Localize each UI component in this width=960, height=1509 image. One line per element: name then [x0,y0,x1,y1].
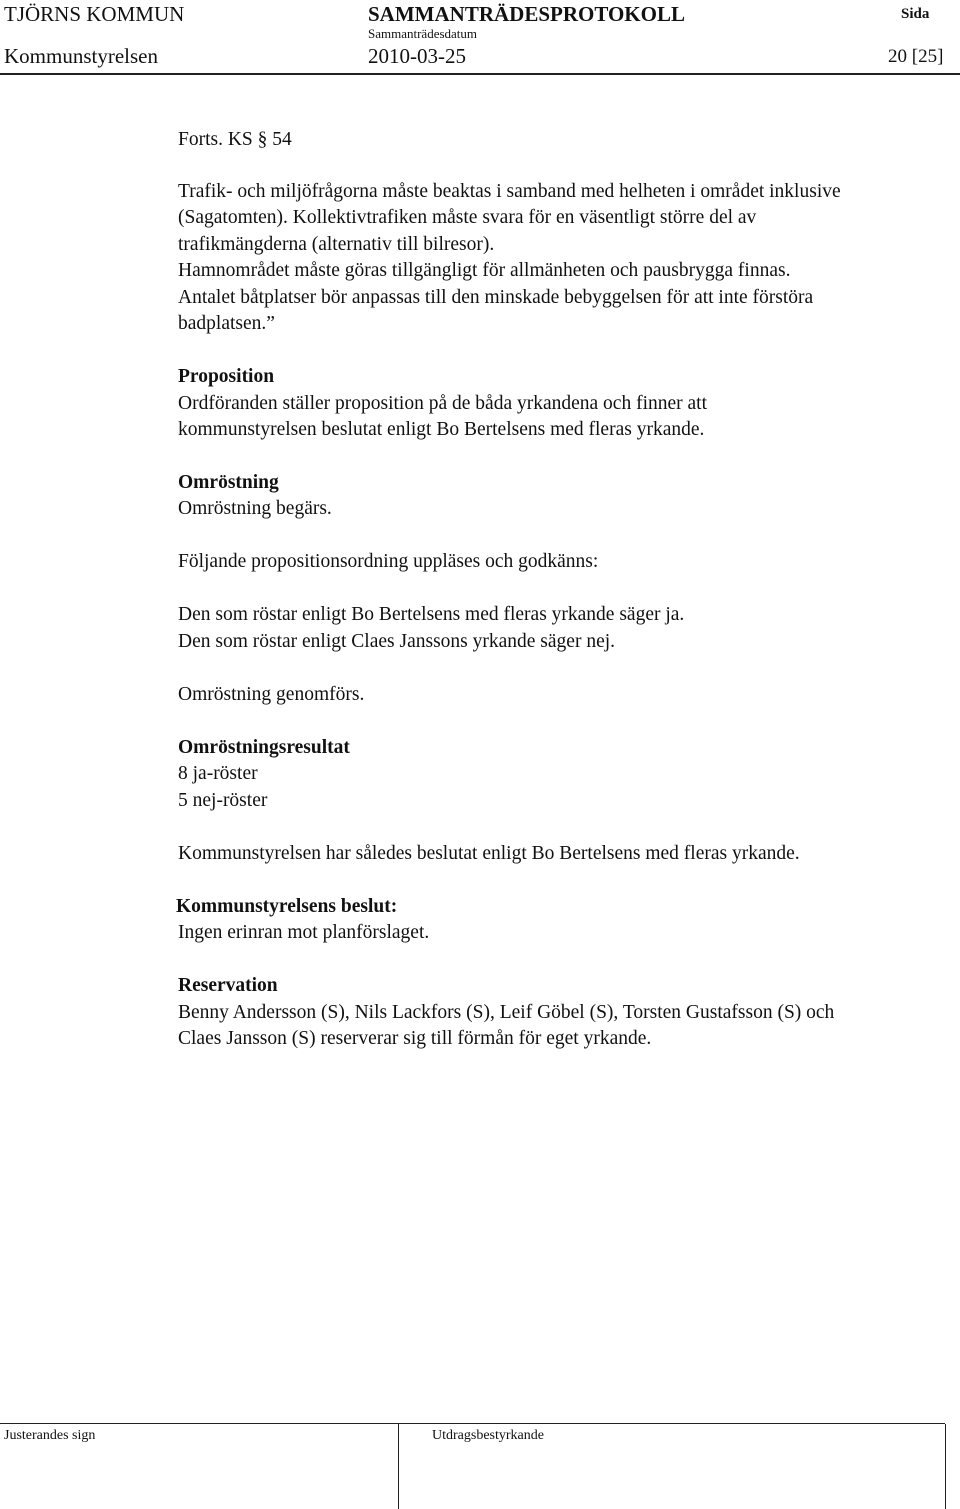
footer-separator [398,1424,399,1509]
decision-text: Ingen erinran mot planförslaget. [178,922,430,943]
intro-line: Trafik- och miljöfrågorna måste beaktas i samband med helheten i området inklusive [178,181,841,202]
proposition-heading: Proposition [178,366,275,387]
no-votes: 5 nej-röster [178,790,268,811]
result-conclusion: Kommunstyrelsen har således beslutat enligt Bo Bertelsens med fleras yrkande. [178,843,800,864]
omrostning-conducted: Omröstning genomförs. [178,684,365,705]
committee-name: Kommunstyrelsen [4,44,158,68]
omrostning-heading: Omröstning [178,472,279,493]
result-heading: Omröstningsresultat [178,737,350,758]
page-label: Sida [901,6,930,22]
header-divider [0,73,960,75]
reservation-line: Benny Andersson (S), Nils Lackfors (S), Leif Göbel (S), Torsten Gustafsson (S) och [178,1002,835,1023]
proposition-order: Följande propositionsordning uppläses och godkänns: [178,551,599,572]
footer-divider [0,1423,945,1424]
intro-line: badplatsen.” [178,313,275,334]
proposition-line: kommunstyrelsen beslutat enligt Bo Bertelsens med fleras yrkande. [178,419,705,440]
justerandes-sign-label: Justerandes sign [4,1428,96,1443]
page-number: 20 [25] [888,46,944,67]
reservation-heading: Reservation [178,975,278,996]
intro-line: trafikmängderna (alternativ till bilresor). [178,234,495,255]
continuation-heading: Forts. KS § 54 [178,129,292,150]
meeting-date: 2010-03-25 [368,44,466,68]
intro-line: Antalet båtplatser bör anpassas till den minskade bebyggelsen för att inte förstöra [178,287,814,308]
meeting-date-label: Sammanträdesdatum [368,26,478,41]
yes-votes: 8 ja-röster [178,763,258,784]
footer-separator [945,1424,946,1509]
decision-heading: Kommunstyrelsens beslut: [176,896,398,917]
vote-no-rule: Den som röstar enligt Claes Janssons yrkande säger nej. [178,631,616,652]
utdragsbestyrkande-label: Utdragsbestyrkande [432,1428,544,1443]
proposition-line: Ordföranden ställer proposition på de båda yrkandena och finner att [178,393,708,414]
vote-yes-rule: Den som röstar enligt Bo Bertelsens med fleras yrkande säger ja. [178,604,685,625]
omrostning-requested: Omröstning begärs. [178,498,332,519]
intro-line: Hamnområdet måste göras tillgängligt för allmänheten och pausbrygga finnas. [178,260,791,281]
document-title: SAMMANTRÄDESPROTOKOLL [368,2,685,26]
reservation-line: Claes Jansson (S) reserverar sig till förmån för eget yrkande. [178,1028,652,1049]
intro-line: (Sagatomten). Kollektivtrafiken måste svara för en väsentligt större del av [178,207,757,228]
municipality-name: TJÖRNS KOMMUN [4,2,185,26]
